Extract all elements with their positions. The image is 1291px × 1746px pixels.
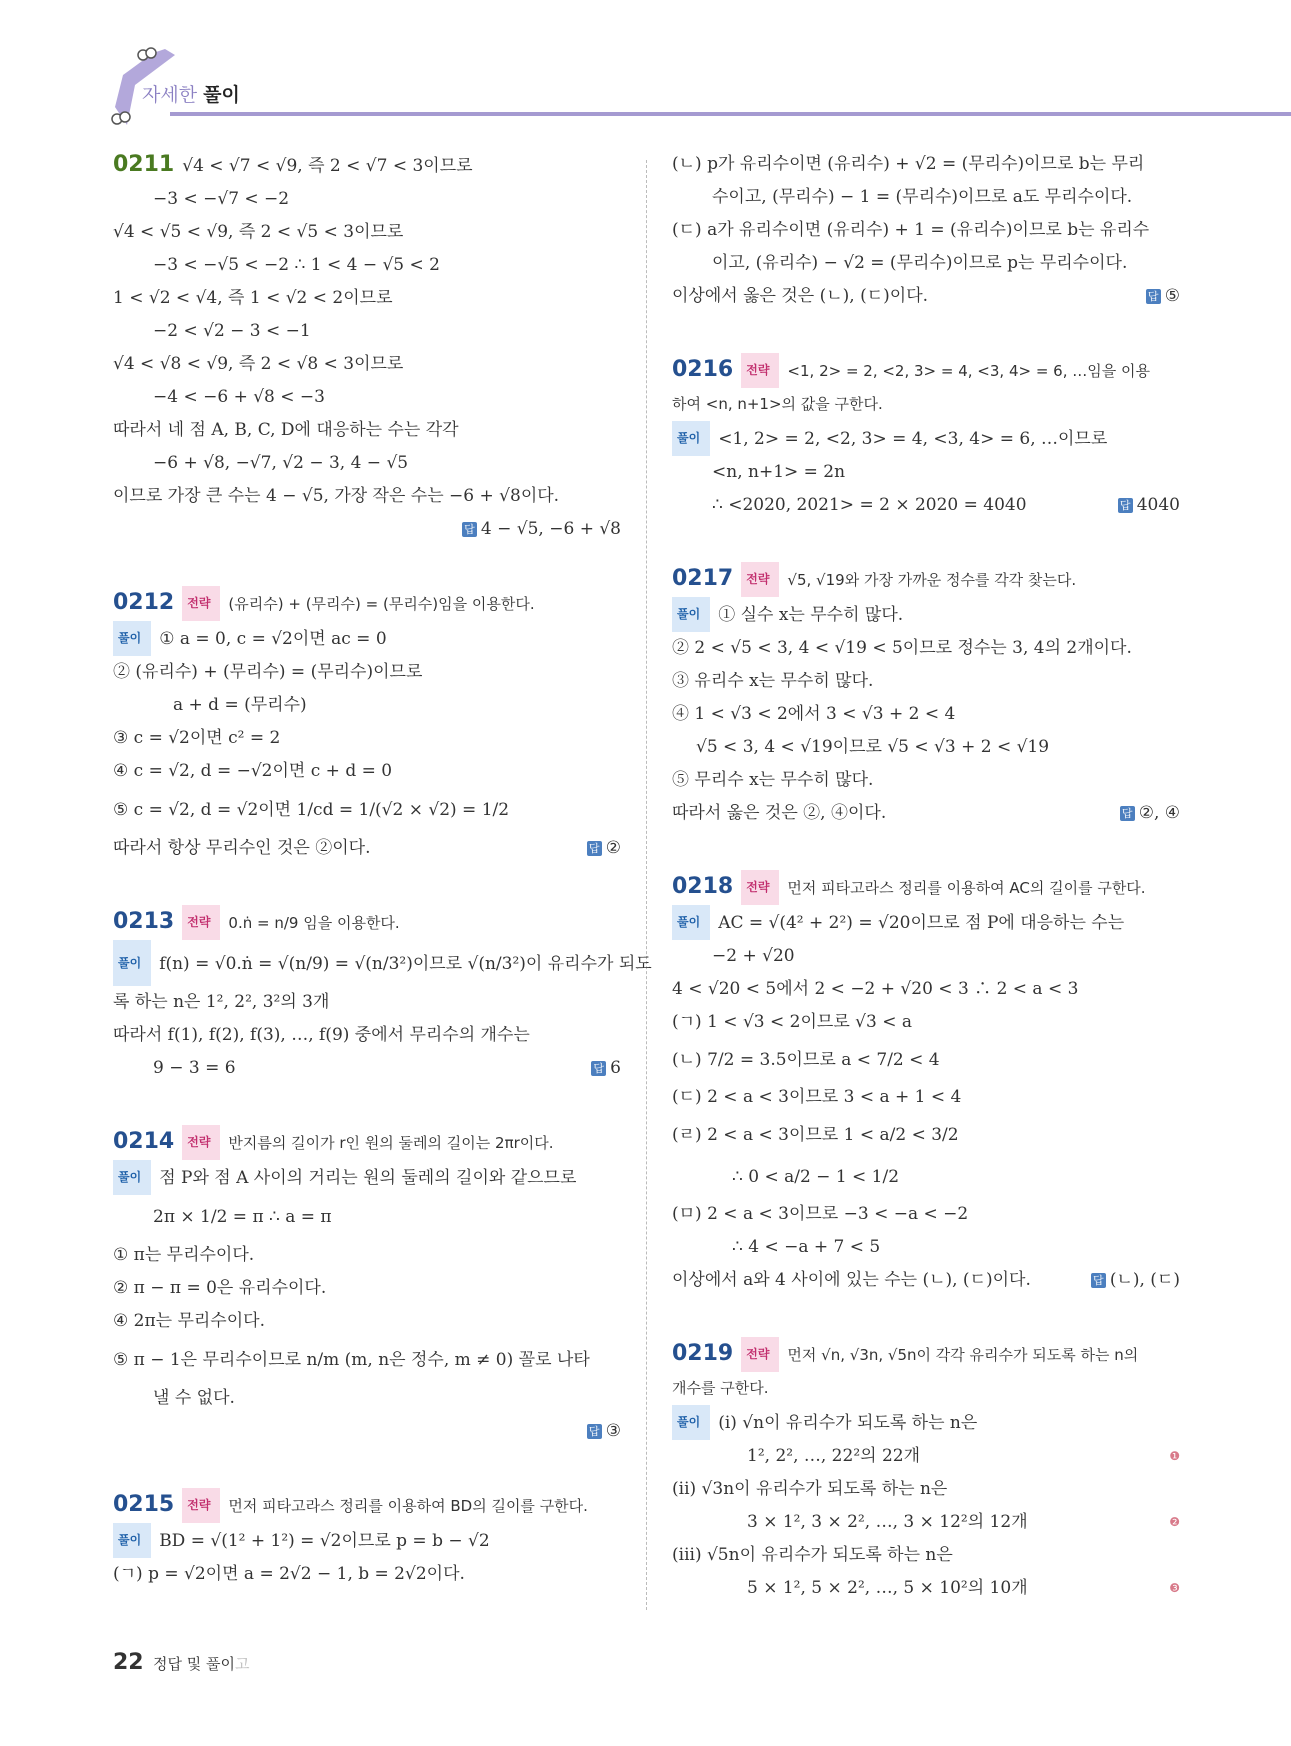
solution-line: 3 × 1², 3 × 2², …, 3 × 12²의 12개 <box>747 1512 1028 1532</box>
solution-line: 수이고, (무리수) − 1 = (무리수)이므로 a도 무리수이다. <box>712 187 1133 207</box>
problem-0216 <box>672 353 1180 522</box>
solution-line: (ㄱ) p = √2이면 a = 2√2 − 1, b = 2√2이다. <box>113 1564 465 1584</box>
solution-line: ② (유리수) + (무리수) = (무리수)이므로 <box>113 662 423 682</box>
solution-line: 이고, (유리수) − √2 = (무리수)이므로 p는 무리수이다. <box>712 253 1128 273</box>
strategy-text: 먼저 피타고라스 정리를 이용하여 BD의 길이를 구한다. <box>228 1497 588 1515</box>
solution-line: (i) √n이 유리수가 되도록 하는 n은 <box>718 1413 978 1433</box>
answer-icon: 답 <box>1118 498 1133 513</box>
solution-tag: 풀이 <box>113 621 151 656</box>
strategy-tag: 전략 <box>741 353 779 388</box>
solution-line: a + d = (무리수) <box>173 695 307 715</box>
solution-line: 따라서 항상 무리수인 것은 ②이다. <box>113 838 371 858</box>
problem-0215 <box>113 1488 621 1591</box>
strategy-tag: 전략 <box>182 1488 220 1523</box>
solution-line: 이상에서 a와 4 사이에 있는 수는 (ㄴ), (ㄷ)이다. <box>672 1270 1031 1290</box>
solution-line: 점 P와 점 A 사이의 거리는 원의 둘레의 길이와 같으므로 <box>159 1168 577 1188</box>
solution-line: f(n) = √0.ṅ = √(n/9) = √(n/3²)이므로 √(n/3²)이 유리수가 되도 <box>159 954 652 974</box>
strategy-text: √5, √19와 가장 가까운 정수를 각각 찾는다. <box>787 571 1077 589</box>
page-footer <box>113 1650 250 1675</box>
solution-line: 낼 수 없다. <box>153 1388 235 1408</box>
solution-line: 4 < √20 < 5에서 2 < −2 + √20 < 3 ∴ 2 < a < 3 <box>672 979 1079 999</box>
problem-0214 <box>113 1125 621 1448</box>
solution-tag: 풀이 <box>672 905 710 940</box>
strategy-text: 0.ṅ = n/9 임을 이용한다. <box>228 914 400 932</box>
step-marker-3: ❸ <box>1169 1581 1180 1595</box>
answer-value: 6 <box>610 1058 621 1078</box>
answer <box>591 1052 621 1085</box>
answer <box>587 832 621 865</box>
answer-value: ③ <box>605 1421 621 1441</box>
solution-line: (ㄴ) p가 유리수이면 (유리수) + √2 = (무리수)이므로 b는 무리 <box>672 154 1145 174</box>
solution-line: <1, 2> = 2, <2, 3> = 4, <3, 4> = 6, …이므로 <box>718 429 1108 449</box>
solution-line: 따라서 f(1), f(2), f(3), …, f(9) 중에서 무리수의 개수는 <box>113 1025 530 1045</box>
solution-line: AC = √(4² + 2²) = √20이므로 점 P에 대응하는 수는 <box>718 913 1125 933</box>
step-marker-2: ❷ <box>1169 1515 1180 1529</box>
problem-0215-continued <box>672 148 1180 313</box>
header-title-b: 풀이 <box>203 84 240 106</box>
answer-icon: 답 <box>587 1424 602 1439</box>
solution-line: √4 < √8 < √9, 즉 2 < √8 < 3이므로 <box>113 354 404 374</box>
solution-tag: 풀이 <box>113 1523 151 1558</box>
answer-icon: 답 <box>1091 1273 1106 1288</box>
solution-line: ③ c = √2이면 c² = 2 <box>113 728 281 748</box>
solution-line: 이상에서 옳은 것은 (ㄴ), (ㄷ)이다. <box>672 286 929 306</box>
solution-tag: 풀이 <box>672 1405 710 1440</box>
problem-0218 <box>672 870 1180 1297</box>
answer-icon: 답 <box>591 1061 606 1076</box>
solution-line: (ㅁ) 2 < a < 3이므로 −3 < −a < −2 <box>672 1204 969 1224</box>
problem-0219 <box>672 1337 1180 1605</box>
answer <box>1091 1264 1180 1297</box>
solution-line: √5 < 3, 4 < √19이므로 √5 < √3 + 2 < √19 <box>696 737 1050 757</box>
strategy-tag: 전략 <box>741 562 779 597</box>
answer <box>587 1415 621 1448</box>
solution-line: −3 < −√7 < −2 <box>153 189 290 209</box>
answer <box>1120 797 1180 830</box>
solution-line: 따라서 옳은 것은 ②, ④이다. <box>672 803 887 823</box>
solution-line: 이므로 가장 큰 수는 4 − √5, 가장 작은 수는 −6 + √8이다. <box>113 486 560 506</box>
solution-line: <n, n+1> = 2n <box>712 462 846 482</box>
solution-line: −6 + √8, −√7, √2 − 3, 4 − √5 <box>153 453 409 473</box>
strategy-text: 먼저 √n, √3n, √5n이 각각 유리수가 되도록 하는 n의 <box>787 1346 1139 1364</box>
strategy-tag: 전략 <box>741 1337 779 1372</box>
strategy-text: <1, 2> = 2, <2, 3> = 4, <3, 4> = 6, …임을 이용 <box>787 362 1150 380</box>
answer-value: ⑤ <box>1164 286 1180 306</box>
strategy-tag: 전략 <box>182 1125 220 1160</box>
strategy-text: 반지름의 길이가 r인 원의 둘레의 길이는 2πr이다. <box>228 1134 554 1152</box>
problem-number: 0211 <box>113 152 175 177</box>
problem-number: 0214 <box>113 1129 175 1154</box>
solution-line: ④ 1 < √3 < 2에서 3 < √3 + 2 < 4 <box>672 704 956 724</box>
footer-text: 정답 및 풀이 <box>153 1655 236 1673</box>
answer-value: 4040 <box>1136 495 1180 515</box>
answer-value: ② <box>605 838 621 858</box>
strategy-tag: 전략 <box>741 870 779 905</box>
strategy-text-2: 하여 <n, n+1>의 값을 구한다. <box>672 395 883 413</box>
answer-value: 4 − √5, −6 + √8 <box>480 519 621 539</box>
header-rule <box>170 112 1291 116</box>
strategy-text: (유리수) + (무리수) = (무리수)임을 이용한다. <box>228 595 535 613</box>
step-marker-1: ❶ <box>1169 1449 1180 1463</box>
solution-line: −2 < √2 − 3 < −1 <box>153 321 311 341</box>
solution-line: ① a = 0, c = √2이면 ac = 0 <box>159 629 387 649</box>
header-title-a: 자세한 <box>142 84 198 106</box>
solution-line: ⑤ c = √2, d = √2이면 1/cd = 1/(√2 × √2) = 1/2 <box>113 800 510 820</box>
answer <box>1146 280 1180 313</box>
strategy-text: 먼저 피타고라스 정리를 이용하여 AC의 길이를 구한다. <box>787 879 1146 897</box>
header-title <box>142 80 240 107</box>
solution-line: ∴ 0 < a/2 − 1 < 1/2 <box>732 1167 900 1187</box>
solution-line: ∴ 4 < −a + 7 < 5 <box>732 1237 881 1257</box>
solution-line: √4 < √5 < √9, 즉 2 < √5 < 3이므로 <box>113 222 404 242</box>
answer-icon: 답 <box>1120 806 1135 821</box>
solution-line: ① 실수 x는 무수히 많다. <box>718 605 904 625</box>
solution-line: (ㄷ) 2 < a < 3이므로 3 < a + 1 < 4 <box>672 1087 962 1107</box>
solution-line: −4 < −6 + √8 < −3 <box>153 387 325 407</box>
strategy-tag: 전략 <box>182 586 220 621</box>
right-column <box>672 148 1180 1605</box>
problem-number: 0216 <box>672 357 734 382</box>
answer-icon: 답 <box>587 841 602 856</box>
solution-line: ⑤ 무리수 x는 무수히 많다. <box>672 770 874 790</box>
solution-line: (ㄱ) 1 < √3 < 2이므로 √3 < a <box>672 1012 912 1032</box>
solution-line: (ㄴ) 7/2 = 3.5이므로 a < 7/2 < 4 <box>672 1050 940 1070</box>
solution-tag: 풀이 <box>672 597 710 632</box>
solution-line: 2π × 1/2 = π ∴ a = π <box>153 1207 332 1227</box>
solution-line: ∴ <2020, 2021> = 2 × 2020 = 4040 <box>712 495 1027 515</box>
solution-line: (ii) √3n이 유리수가 되도록 하는 n은 <box>672 1479 948 1499</box>
problem-number: 0213 <box>113 909 175 934</box>
solution-line: √4 < √7 < √9, 즉 2 < √7 < 3이므로 <box>182 156 473 176</box>
answer-icon: 답 <box>462 522 477 537</box>
solution-line: BD = √(1² + 1²) = √2이므로 p = b − √2 <box>159 1531 490 1551</box>
answer <box>1118 489 1180 522</box>
solution-line: ② 2 < √5 < 3, 4 < √19 < 5이므로 정수는 3, 4의 2개이다. <box>672 638 1132 658</box>
problem-number: 0219 <box>672 1341 734 1366</box>
footer-faded-text: 고 <box>235 1655 250 1673</box>
strategy-text-2: 개수를 구한다. <box>672 1379 769 1397</box>
answer-value: (ㄴ), (ㄷ) <box>1109 1270 1180 1290</box>
solution-line: (iii) √5n이 유리수가 되도록 하는 n은 <box>672 1545 953 1565</box>
answer-icon: 답 <box>1146 289 1161 304</box>
solution-line: ⑤ π − 1은 무리수이므로 n/m (m, n은 정수, m ≠ 0) 꼴로 나타 <box>113 1350 590 1370</box>
solution-line: (ㄹ) 2 < a < 3이므로 1 < a/2 < 3/2 <box>672 1125 959 1145</box>
solution-line: 1 < √2 < √4, 즉 1 < √2 < 2이므로 <box>113 288 393 308</box>
solution-line: 록 하는 n은 1², 2², 3²의 3개 <box>113 992 330 1012</box>
solution-line: 9 − 3 = 6 <box>153 1058 236 1078</box>
solution-tag: 풀이 <box>672 421 710 456</box>
problem-0217 <box>672 562 1180 830</box>
problem-number: 0217 <box>672 566 734 591</box>
answer <box>462 513 621 546</box>
solution-line: ④ c = √2, d = −√2이면 c + d = 0 <box>113 761 393 781</box>
solution-tag: 풀이 <box>113 940 151 986</box>
left-column <box>113 148 652 1591</box>
solution-line: ② π − π = 0은 유리수이다. <box>113 1278 327 1298</box>
strategy-tag: 전략 <box>182 905 220 940</box>
problem-0213 <box>113 905 652 1085</box>
solution-line: 5 × 1², 5 × 2², …, 5 × 10²의 10개 <box>747 1578 1028 1598</box>
solution-line: 1², 2², …, 22²의 22개 <box>747 1446 921 1466</box>
problem-number: 0218 <box>672 874 734 899</box>
solution-line: ① π는 무리수이다. <box>113 1245 255 1265</box>
solution-line: −2 + √20 <box>712 946 795 966</box>
solution-line: ③ 유리수 x는 무수히 많다. <box>672 671 874 691</box>
problem-number: 0215 <box>113 1492 175 1517</box>
problem-0211 <box>113 148 621 546</box>
problem-number: 0212 <box>113 590 175 615</box>
page-number: 22 <box>113 1650 144 1675</box>
page-header <box>0 0 1291 140</box>
solution-line: ④ 2π는 무리수이다. <box>113 1311 265 1331</box>
solution-line: 따라서 네 점 A, B, C, D에 대응하는 수는 각각 <box>113 420 459 440</box>
solution-line: (ㄷ) a가 유리수이면 (유리수) + 1 = (유리수)이므로 b는 유리수 <box>672 220 1150 240</box>
solution-tag: 풀이 <box>113 1160 151 1195</box>
problem-0212 <box>113 586 621 865</box>
answer-value: ②, ④ <box>1138 803 1180 823</box>
column-divider <box>646 160 647 1610</box>
solution-line: −3 < −√5 < −2 ∴ 1 < 4 − √5 < 2 <box>153 255 440 275</box>
